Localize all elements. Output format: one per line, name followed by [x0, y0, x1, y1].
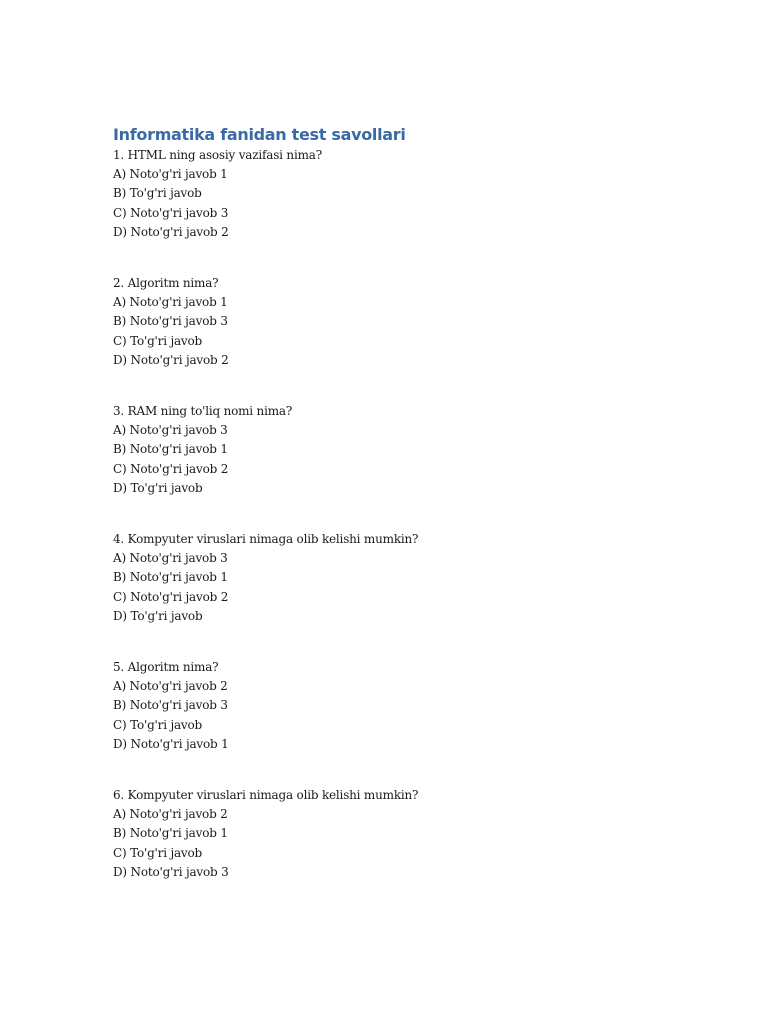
answer-option: C) Noto'g'ri javob 2	[113, 589, 229, 604]
answer-option: A) Noto'g'ri javob 3	[113, 551, 228, 566]
question-text: 4. Kompyuter viruslari nimaga olib kelishi mumkin?	[113, 532, 419, 547]
answer-option: B) Noto'g'ri javob 1	[113, 570, 228, 585]
answer-option: D) Noto'g'ri javob 2	[113, 352, 229, 367]
answer-option: B) Noto'g'ri javob 3	[113, 314, 228, 329]
answer-option: B) Noto'g'ri javob 1	[113, 826, 228, 841]
question-block	[113, 274, 673, 370]
answer-option: A) Noto'g'ri javob 1	[113, 167, 228, 182]
question-block	[113, 146, 673, 242]
question-text: 3. RAM ning to'liq nomi nima?	[113, 404, 293, 419]
question-text: 5. Algoritm nima?	[113, 660, 219, 675]
question-text: 2. Algoritm nima?	[113, 276, 219, 291]
answer-option: A) Noto'g'ri javob 3	[113, 423, 228, 438]
document-page	[113, 124, 673, 882]
answer-option: D) Noto'g'ri javob 1	[113, 736, 229, 751]
question-block	[113, 658, 673, 754]
question-block	[113, 530, 673, 626]
answer-option: D) Noto'g'ri javob 3	[113, 864, 229, 879]
answer-option: C) Noto'g'ri javob 2	[113, 461, 229, 476]
question-block	[113, 402, 673, 498]
answer-option: D) To'g'ri javob	[113, 608, 203, 623]
answer-option: D) Noto'g'ri javob 2	[113, 224, 229, 239]
question-text: 1. HTML ning asosiy vazifasi nima?	[113, 148, 322, 162]
question-text: 6. Kompyuter viruslari nimaga olib kelishi mumkin?	[113, 788, 419, 803]
answer-option: A) Noto'g'ri javob 2	[113, 807, 228, 822]
answer-option: B) To'g'ri javob	[113, 186, 202, 201]
document-title: Informatika fanidan test savollari	[113, 125, 406, 144]
answer-option: B) Noto'g'ri javob 3	[113, 698, 228, 713]
answer-option: C) To'g'ri javob	[113, 845, 203, 860]
answer-option: D) To'g'ri javob	[113, 480, 203, 495]
question-block	[113, 786, 673, 882]
answer-option: A) Noto'g'ri javob 1	[113, 295, 228, 310]
answer-option: C) To'g'ri javob	[113, 717, 203, 732]
answer-option: C) Noto'g'ri javob 3	[113, 205, 229, 220]
answer-option: A) Noto'g'ri javob 2	[113, 679, 228, 694]
answer-option: C) To'g'ri javob	[113, 333, 203, 348]
answer-option: B) Noto'g'ri javob 1	[113, 442, 228, 457]
